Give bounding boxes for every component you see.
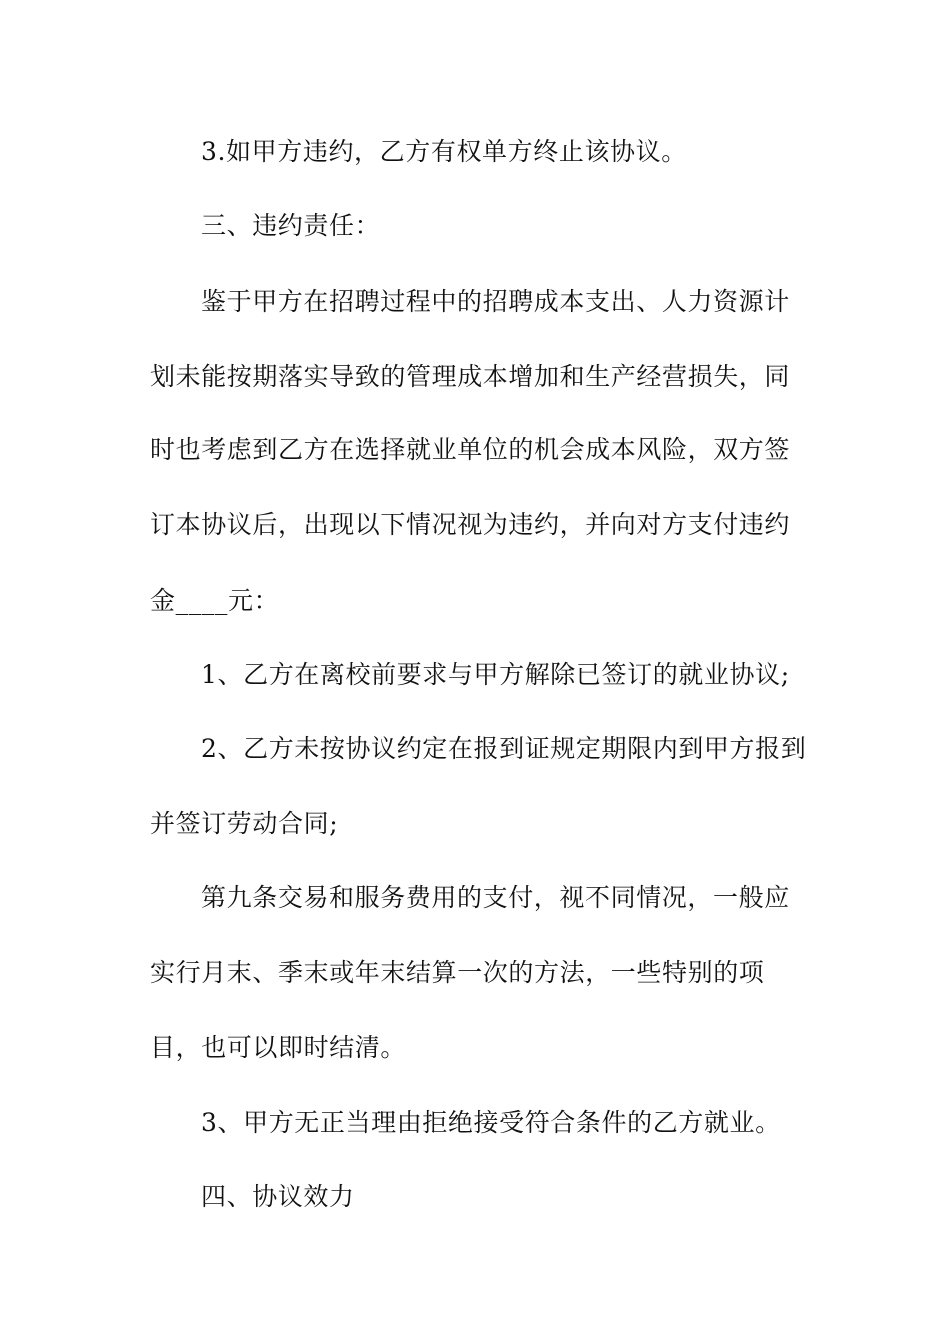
paragraph-line: 实行月末、季末或年末结算一次的方法，一些特别的项 — [150, 958, 765, 987]
list-item: 3、甲方无正当理由拒绝接受符合条件的乙方就业。 — [201, 1108, 781, 1137]
paragraph-line: 金____元： — [150, 586, 280, 615]
list-item: 2、乙方未按协议约定在报到证规定期限内到甲方报到 — [201, 734, 807, 763]
paragraph-line: 订本协议后，出现以下情况视为违约，并向对方支付违约 — [150, 510, 791, 539]
clause-3-termination: 3.如甲方违约，乙方有权单方终止该协议。 — [201, 137, 687, 166]
paragraph-line: 时也考虑到乙方在选择就业单位的机会成本风险，双方签 — [150, 435, 791, 464]
section-heading-effect: 四、协议效力 — [201, 1182, 355, 1211]
paragraph-line: 第九条交易和服务费用的支付，视不同情况，一般应 — [201, 883, 790, 912]
list-item: 1、乙方在离校前要求与甲方解除已签订的就业协议; — [201, 660, 790, 689]
list-item-continuation: 并签订劳动合同; — [150, 809, 339, 838]
paragraph-line: 目，也可以即时结清。 — [150, 1033, 407, 1062]
paragraph-line: 鉴于甲方在招聘过程中的招聘成本支出、人力资源计 — [201, 287, 790, 316]
paragraph-line: 划未能按期落实导致的管理成本增加和生产经营损失，同 — [150, 362, 791, 391]
section-heading-breach: 三、违约责任： — [201, 211, 381, 240]
